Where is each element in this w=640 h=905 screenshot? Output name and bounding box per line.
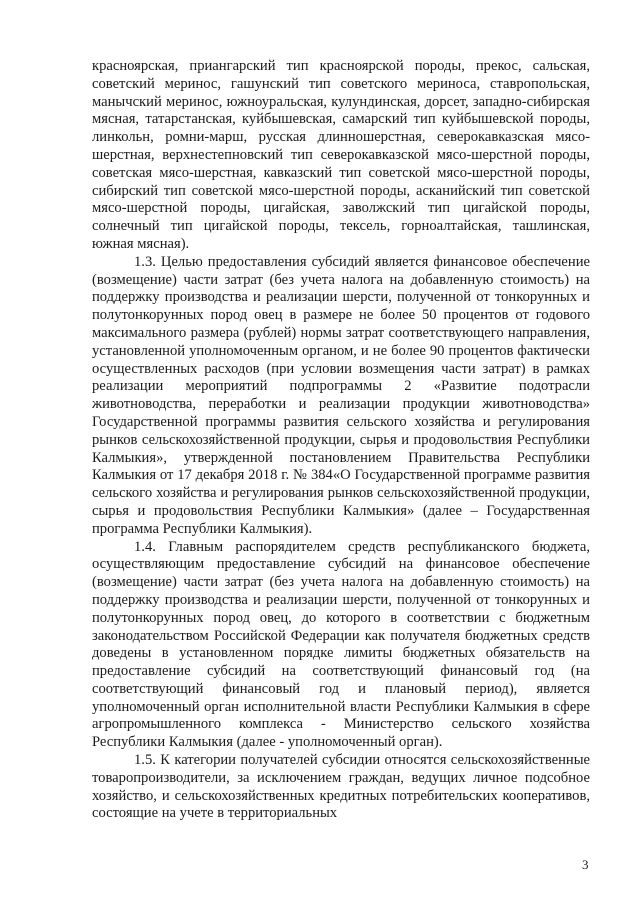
paragraph-1-3: 1.3. Целью предоставления субсидий является финансовое обеспечение (возмещение) части затрат (без учета налога на добавленную стоимость) на поддержку производства и реализации шерсти, полученной от тонкорунных и полутонкорунных пород овец в размере не более 50 процентов от годового максимального размера (рублей) нормы затрат соответствующего направления, установленной уполномоченным органом, и не более 90 процентов фактически осуществленных расходов (при условии возмещения части затрат) в рамках реализации мероприятий подпрограммы 2 «Развитие подотрасли животноводства, переработки и реализации продукции животноводства» Государственной программы развития сельского хозяйства и регулирования рынков сельскохозяйственной продукции, сырья и продовольствия Республики Калмыкия», утвержденной постановлением Правительства Республики Калмыкия от 17 декабря 2018 г. № 384«О Государственной программе развития сельского хозяйства и регулирования рынков сельскохозяйственной продукции, сырья и продовольствия Республики Калмыкия» (далее – Государственная программа Республики Калмыкия). (92, 253, 590, 537)
paragraph-breeds-continuation: красноярская, приангарский тип красноярской породы, прекос, сальская, советский меринос, гашунский тип советского мериноса, ставропольская, манычский меринос, южноуральская, кулундинская, дорсет, западно-сибирская мясная, татарстанская, куйбышевская, самарский тип куйбышевской породы, линкольн, ромни-марш, русская длинношерстная, северокавказская мясо-шерстная, верхнестепновский тип северокавказской мясо-шерстной породы, советская мясо-шерстная, кавказский тип советской мясо-шерстной породы, сибирский тип советской мясо-шерстной породы, асканийский тип советской мясо-шерстной породы, цигайская, заволжский тип цигайской породы, солнечный тип цигайской породы, тексель, горноалтайская, ташлинская, южная мясная). (92, 58, 590, 252)
paragraph-1-4: 1.4. Главным распорядителем средств республиканского бюджета, осуществляющим предоставление субсидий на финансовое обеспечение (возмещение) части затрат (без учета налога на добавленную стоимость) на поддержку производства и реализации шерсти, полученной от тонкорунных и полутонкорунных пород овец, до которого в соответствии с бюджетным законодательством Российской Федерации как получателя бюджетных средств доведены в установленном порядке лимиты бюджетных обязательств на предоставление субсидий на соответствующий финансовый год (на соответствующий финансовый год и плановый период), является уполномоченный орган исполнительной власти Республики Калмыкия в сфере агропромышленного комплекса - Министерство сельского хозяйства Республики Калмыкия (далее - уполномоченный орган). (92, 538, 590, 751)
body-text (92, 58, 590, 823)
paragraph-1-5: 1.5. К категории получателей субсидии относятся сельскохозяйственные товаропроизводители, за исключением граждан, ведущих личное подсобное хозяйство, и сельскохозяйственных кредитных потребительских кооперативов, состоящие на учете в территориальных (92, 752, 590, 822)
page-number: 3 (582, 857, 589, 872)
